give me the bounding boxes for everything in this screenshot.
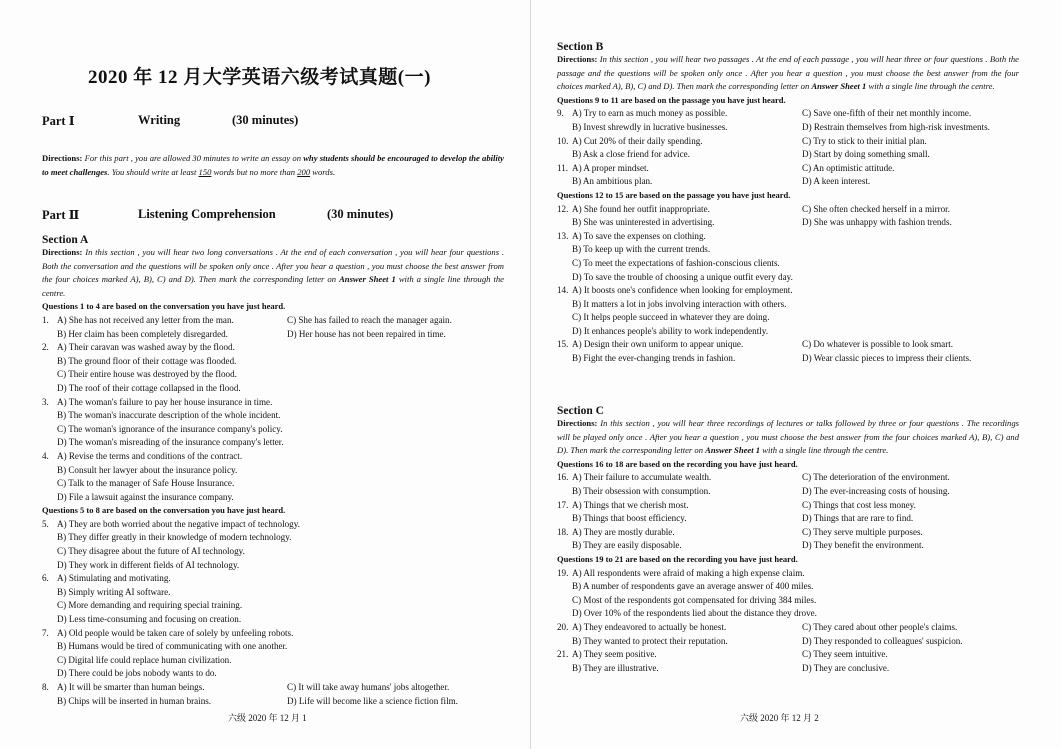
writing-directions: Directions: For this part , you are allowed 30 minutes to write an essay on why students should be encouraged to develop the ability to meet challenges. You should write at least 150 words but no more than 200 words.	[42, 153, 504, 177]
q18-row1: 18. A) They are mostly durable. C) They serve multiple purposes.	[557, 526, 1019, 540]
q17-option-b: B) Things that boost efficiency.	[572, 513, 687, 524]
q4-option-d: D) File a lawsuit against the insurance company.	[57, 491, 234, 502]
q14-option-a: A) It boosts one's confidence when looking for employment.	[572, 285, 793, 296]
q15-row1: 15. A) Design their own uniform to appear unique. C) Do whatever is possible to look smart.	[557, 338, 1019, 352]
question-group-9-11: Questions 9 to 11 are based on the passage you have just heard.	[557, 94, 786, 105]
q9-row1: 9. A) Try to earn as much money as possible. C) Save one-fifth of their net monthly income.	[557, 107, 1019, 121]
q1-option-b: B) Her claim has been completely disregarded.	[57, 328, 228, 339]
q6-option-b: B) Simply writing AI software.	[57, 586, 171, 597]
q20-row1: 20. A) They endeavored to actually be honest. C) They cared about other people's claims.	[557, 621, 1019, 635]
q8-row1: 8. A) It will be smarter than human beings. C) It will take away humans' jobs altogether.	[42, 681, 504, 695]
q8-option-d: D) Life will become like a science fiction film.	[287, 695, 458, 706]
q16-option-a: A) Their failure to accumulate wealth.	[572, 472, 712, 483]
page-number-right: 六级 2020 年 12 月 2	[740, 713, 819, 723]
page-right	[531, 0, 1061, 749]
q1-option-a: A) She has not received any letter from the man.	[57, 314, 234, 325]
q13-option-d: D) To save the trouble of choosing a unique outfit every day.	[572, 271, 793, 282]
q8-option-b: B) Chips will be inserted in human brains.	[57, 695, 212, 706]
q5-row1: 5. A) They are both worried about the negative impact of technology.	[42, 518, 300, 529]
q2-option-d: D) The roof of their cottage collapsed in the flood.	[57, 382, 241, 393]
q17-row1: 17. A) Things that we cherish most. C) Things that cost less money.	[557, 499, 1019, 513]
q5-option-a: A) They are both worried about the negative impact of technology.	[57, 518, 300, 529]
part1-name: Writing	[138, 113, 181, 127]
q19-option-a: A) All respondents were afraid of making a high expense claim.	[572, 567, 805, 578]
q9-option-a: A) Try to earn as much money as possible.	[572, 108, 728, 119]
q11-row1: 11. A) A proper mindset. C) An optimistic attitude.	[557, 162, 1019, 176]
q8-row2	[42, 695, 504, 709]
page-number-left: 六级 2020 年 12 月 1	[228, 713, 307, 723]
section-a-directions: Directions: In this section , you will hear two long conversations . At the end of each conversation , you will hear four questions . Both the conversation and the questions will be spoken only once . After you hear a question , you must choose the best answer from the four choices marked A), B), C) and D). Then mark the corresponding letter on Answer Sheet 1 with a single line through the centre.	[42, 247, 504, 298]
q21-row2	[557, 662, 1019, 676]
q9-option-d: D) Restrain themselves from high-risk investments.	[802, 121, 990, 132]
q5-option-b: B) They differ greatly in their knowledge of modern technology.	[57, 532, 292, 543]
section-c	[557, 405, 1019, 675]
q7-option-d: D) There could be jobs nobody wants to do.	[57, 668, 217, 679]
q14-row1: 14. A) It boosts one's confidence when looking for employment.	[557, 285, 793, 296]
q4-option-b: B) Consult her lawyer about the insurance policy.	[57, 464, 238, 475]
q18-option-c: C) They serve multiple purposes.	[802, 526, 923, 537]
q12-option-c: C) She often checked herself in a mirror.	[802, 203, 950, 214]
q13-option-c: C) To meet the expectations of fashion-conscious clients.	[572, 257, 780, 268]
q10-row2	[557, 148, 1019, 162]
question-group-19-21: Questions 19 to 21 are based on the recording you have just heard.	[557, 553, 798, 564]
q10-row1: 10. A) Cut 20% of their daily spending. C) Try to stick to their initial plan.	[557, 135, 1019, 149]
q6-option-d: D) Less time-consuming and focusing on creation.	[57, 614, 242, 625]
q19-option-b: B) A number of respondents gave an average answer of 400 miles.	[572, 581, 814, 592]
question-group-5-8: Questions 5 to 8 are based on the conversation you have just heard.	[42, 505, 286, 516]
page-left	[0, 0, 530, 749]
q19-row1: 19. A) All respondents were afraid of making a high expense claim.	[557, 567, 805, 578]
q16-option-b: B) Their obsession with consumption.	[572, 485, 711, 496]
q10-option-d: D) Start by doing something small.	[802, 149, 930, 160]
q7-row1: 7. A) Old people would be taken care of solely by unfeeling robots.	[42, 627, 294, 638]
q3-option-a: A) The woman's failure to pay her house insurance in time.	[57, 396, 273, 407]
q12-option-a: A) She found her outfit inappropriate.	[572, 203, 710, 214]
q21-option-c: C) They seem intuitive.	[802, 649, 888, 660]
q18-option-a: A) They are mostly durable.	[572, 526, 675, 537]
q1-row1: 1. A) She has not received any letter from the man. C) She has failed to reach the manager again.	[42, 314, 504, 328]
q21-option-d: D) They are conclusive.	[802, 662, 890, 673]
q2-option-c: C) Their entire house was destroyed by the flood.	[57, 369, 237, 380]
q16-row2	[557, 485, 1019, 499]
q8-option-c: C) It will take away humans' jobs altogether.	[287, 682, 450, 692]
q11-row2	[557, 175, 1019, 189]
q2-option-b: B) The ground floor of their cottage was flooded.	[57, 355, 237, 366]
q12-row2	[557, 216, 1019, 230]
q11-option-a: A) A proper mindset.	[572, 162, 649, 173]
q2-option-a: A) Their caravan was washed away by the flood.	[57, 342, 235, 353]
q19-option-c: C) Most of the respondents got compensated for driving 384 miles.	[572, 594, 817, 605]
q20-option-b: B) They wanted to protect their reputation.	[572, 635, 728, 646]
q4-option-c: C) Talk to the manager of Safe House Insurance.	[57, 478, 235, 489]
q20-option-c: C) They cared about other people's claims.	[802, 621, 958, 632]
q17-option-a: A) Things that we cherish most.	[572, 499, 689, 510]
q18-option-b: B) They are easily disposable.	[572, 540, 682, 551]
q18-option-d: D) They benefit the environment.	[802, 540, 924, 551]
q19-option-d: D) Over 10% of the respondents lied about the distance they drove.	[572, 608, 817, 619]
section-b-heading: Section B	[557, 41, 604, 53]
q20-option-d: D) They responded to colleagues' suspicion.	[802, 635, 963, 646]
q9-option-c: C) Save one-fifth of their net monthly income.	[802, 108, 972, 119]
q21-option-a: A) They seem positive.	[572, 649, 657, 660]
q3-option-c: C) The woman's ignorance of the insurance company's policy.	[57, 423, 283, 434]
q17-option-d: D) Things that are rare to find.	[802, 513, 914, 524]
page-title: 2020 年 12 月大学英语六级考试真题(一)	[88, 67, 431, 88]
part2-label: Part Ⅱ	[42, 208, 80, 222]
q14-option-b: B) It matters a lot in jobs involving interaction with others.	[572, 298, 787, 309]
q8-option-a: A) It will be smarter than human beings.	[57, 682, 205, 692]
q7-option-b: B) Humans would be tired of communicating with one another.	[57, 641, 288, 652]
q20-option-a: A) They endeavored to actually be honest.	[572, 621, 727, 632]
q20-row2	[557, 635, 1019, 649]
q7-option-a: A) Old people would be taken care of solely by unfeeling robots.	[57, 627, 294, 638]
q3-option-b: B) The woman's inaccurate description of the whole incident.	[57, 410, 281, 421]
q9-row2	[557, 121, 1019, 135]
q14-option-d: D) It enhances people's ability to work independently.	[572, 325, 769, 336]
q14-option-c: C) It helps people succeed in whatever they are doing.	[572, 312, 770, 323]
q15-option-b: B) Fight the ever-changing trends in fashion.	[572, 353, 736, 364]
q10-option-b: B) Ask a close friend for advice.	[572, 149, 690, 160]
q21-option-b: B) They are illustrative.	[572, 662, 659, 673]
q4-row1: 4. A) Revise the terms and conditions of the contract.	[42, 450, 243, 461]
q12-option-d: D) She was unhappy with fashion trends.	[802, 217, 952, 228]
q12-option-b: B) She was uninterested in advertising.	[572, 217, 715, 228]
q10-option-c: C) Try to stick to their initial plan.	[802, 135, 927, 146]
q3-option-d: D) The woman's misreading of the insurance company's letter.	[57, 437, 284, 448]
q5-option-d: D) They work in different fields of AI technology.	[57, 559, 240, 570]
q1-option-d: D) Her house has not been repaired in time.	[287, 328, 446, 339]
q13-row1: 13. A) To save the expenses on clothing.	[557, 230, 706, 241]
q21-row1: 21. A) They seem positive. C) They seem intuitive.	[557, 648, 1019, 662]
q15-row2	[557, 352, 1019, 366]
q6-option-c: C) More demanding and requiring special training.	[57, 600, 243, 611]
q11-option-d: D) A keen interest.	[802, 176, 871, 187]
q15-option-d: D) Wear classic pieces to impress their clients.	[802, 353, 972, 364]
q16-row1: 16. A) Their failure to accumulate wealth. C) The deterioration of the environment.	[557, 471, 1019, 485]
q3-row1: 3. A) The woman's failure to pay her house insurance in time.	[42, 396, 273, 407]
q9-option-b: B) Invest shrewdly in lucrative businesses.	[572, 121, 728, 132]
q12-row1: 12. A) She found her outfit inappropriate. C) She often checked herself in a mirror.	[557, 203, 1019, 217]
q6-row1: 6. A) Stimulating and motivating.	[42, 573, 171, 584]
q5-option-c: C) They disagree about the future of AI technology.	[57, 546, 245, 557]
q4-option-a: A) Revise the terms and conditions of the contract.	[57, 450, 243, 461]
q6-option-a: A) Stimulating and motivating.	[57, 573, 171, 584]
q15-option-a: A) Design their own uniform to appear unique.	[572, 339, 744, 350]
section-b-directions: Directions: In this section , you will hear two passages . At the end of each passage , you will hear three or four questions . Both the passage and the questions will be spoken only once . After you hear a question , you must choose the best answer from the four choices marked A), B), C) and D). Then mark the corresponding letter on Answer Sheet 1 with a single line through the centre.	[557, 54, 1019, 92]
q2-row1: 2. A) Their caravan was washed away by the flood.	[42, 342, 235, 353]
q13-option-a: A) To save the expenses on clothing.	[572, 230, 706, 241]
question-group-16-18: Questions 16 to 18 are based on the recording you have just heard.	[557, 458, 798, 469]
part1-label: Part Ⅰ	[42, 114, 75, 128]
question-group-12-15: Questions 12 to 15 are based on the passage you have just heard.	[557, 189, 791, 200]
q11-option-b: B) An ambitious plan.	[572, 176, 653, 187]
section-a	[42, 234, 504, 708]
q13-option-b: B) To keep up with the current trends.	[572, 244, 711, 255]
section-a-heading: Section A	[42, 234, 89, 246]
part2-time: (30 minutes)	[327, 207, 394, 221]
q10-option-a: A) Cut 20% of their daily spending.	[572, 135, 703, 146]
q11-option-c: C) An optimistic attitude.	[802, 162, 895, 173]
q7-option-c: C) Digital life could replace human civilization.	[57, 654, 232, 665]
q1-option-c: C) She has failed to reach the manager again.	[287, 314, 452, 325]
question-group-1-4: Questions 1 to 4 are based on the conversation you have just heard.	[42, 301, 286, 312]
q1-row2	[42, 328, 504, 342]
q15-option-c: C) Do whatever is possible to look smart.	[802, 339, 954, 350]
part2-name: Listening Comprehension	[138, 207, 276, 221]
q16-option-c: C) The deterioration of the environment.	[802, 472, 950, 483]
section-c-heading: Section C	[557, 405, 604, 417]
q17-row2	[557, 512, 1019, 526]
q18-row2	[557, 539, 1019, 553]
q16-option-d: D) The ever-increasing costs of housing.	[802, 485, 950, 496]
q17-option-c: C) Things that cost less money.	[802, 499, 916, 510]
part1-time: (30 minutes)	[232, 113, 299, 127]
section-b	[557, 41, 1019, 366]
section-c-directions: Directions: In this section , you will hear three recordings of lectures or talks followed by three or four questions . The recordings will be played only once . After you hear a question , you must choose the best answer from the four choices marked A), B), C) and D). Then mark the corresponding letter on Answer Sheet 1 with a single line through the centre.	[557, 418, 1019, 456]
